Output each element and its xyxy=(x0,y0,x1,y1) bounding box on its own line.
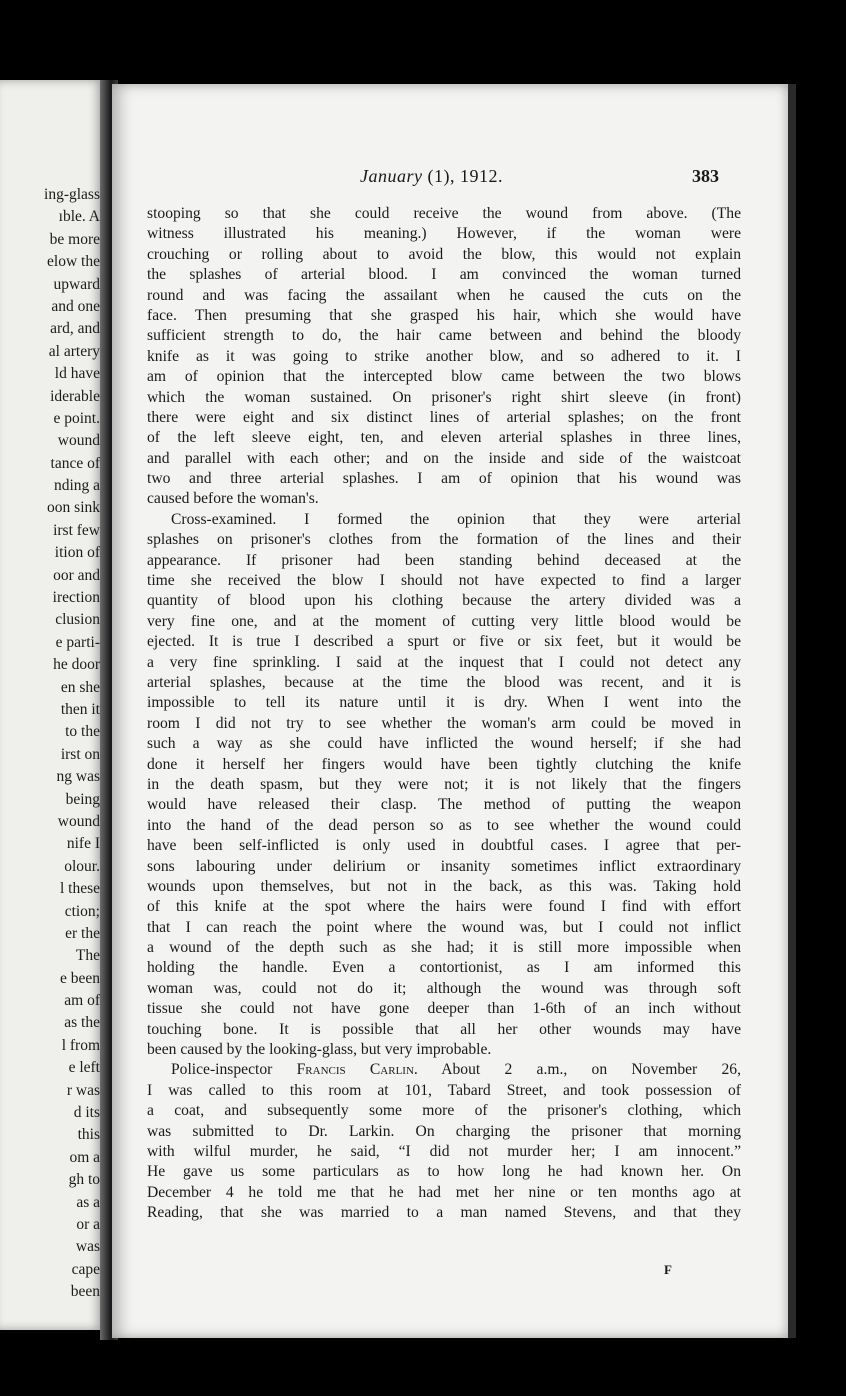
previous-page-line: tance of xyxy=(50,454,100,472)
text-line-content: stooping so that she could receive the wound from above. (The xyxy=(147,205,741,222)
previous-page-line: being xyxy=(65,790,100,808)
text-line xyxy=(147,1203,741,1223)
text-line xyxy=(147,1081,741,1101)
previous-page-line: ng was xyxy=(56,768,100,786)
text-line xyxy=(147,265,741,285)
text-line xyxy=(147,1020,741,1040)
text-line-content: and parallel with each other; and on the inside and side of the waistcoat xyxy=(147,449,741,467)
text-line xyxy=(147,693,741,713)
running-head xyxy=(112,164,788,188)
previous-page-line: ıble. A xyxy=(58,208,100,226)
previous-page-line: as a xyxy=(76,1193,100,1211)
text-line-content: splashes on prisoner's clothes from the formation of the lines and their xyxy=(147,531,741,549)
text-line xyxy=(147,1040,741,1060)
text-line-content: the splashes of arterial blood. I am convinced the woman turned xyxy=(147,266,741,284)
text-line-content: impossible to tell its nature until it is dry. When I went into the xyxy=(147,694,741,712)
book-page xyxy=(112,84,788,1338)
text-line-content: room I did not try to see whether the woman's arm could be moved in xyxy=(147,714,741,732)
text-line-content: ejected. It is true I described a spurt or five or six feet, but it would be xyxy=(147,633,741,651)
text-line-content: round and was facing the assailant when he caused the cuts on the xyxy=(147,286,741,304)
text-line xyxy=(147,775,741,795)
text-line xyxy=(147,224,741,244)
page-edge xyxy=(788,84,796,1338)
previous-page-text xyxy=(0,184,100,1304)
text-line xyxy=(147,245,741,265)
previous-page-line: as the xyxy=(64,1014,100,1032)
text-line xyxy=(147,1122,741,1142)
text-line-content: sons labouring under delirium or insanity sometimes inflict extraordinary xyxy=(147,857,741,875)
text-line-content: He gave us some particulars as to how long he had known her. On xyxy=(147,1163,741,1181)
text-line xyxy=(147,388,741,408)
text-line xyxy=(147,612,741,632)
text-line-content: holding the handle. Even a contortionist, as I am informed this xyxy=(147,959,741,977)
text-line-content: two and three arterial splashes. I am of opinion that his wound was xyxy=(147,470,741,488)
text-line xyxy=(147,979,741,999)
text-line-content: a wound of the depth such as she had; it is still more impossible when xyxy=(147,939,741,957)
previous-page-line: wound xyxy=(57,432,100,450)
text-line-content: arterial splashes, because at the time the blood was recent, and it is xyxy=(147,673,741,691)
text-line-content: face. Then presuming that she grasped his hair, which she would have xyxy=(147,306,741,324)
text-line-content: Cross-examined. I formed the opinion that they were arterial xyxy=(171,510,741,528)
previous-page-line: ing-glass xyxy=(44,186,100,203)
text-line xyxy=(147,326,741,346)
text-line-content: done it herself her fingers would have been tightly clutching the knife xyxy=(147,755,741,773)
text-line-content: a coat, and subsequently some more of the prisoner's clothing, which xyxy=(147,1102,741,1120)
text-line xyxy=(147,1162,741,1182)
header-date-month: January xyxy=(360,166,423,186)
previous-page-line: irection xyxy=(52,589,100,607)
text-line xyxy=(147,489,741,509)
previous-page-line: wound xyxy=(57,812,100,830)
previous-page-line: this xyxy=(77,1126,100,1144)
text-line xyxy=(147,1183,741,1203)
previous-page-line: gh to xyxy=(68,1171,100,1189)
text-line-content: quantity of blood upon his clothing because the artery divided was a xyxy=(147,592,741,610)
text-line xyxy=(147,551,741,571)
text-line-content: . About 2 a.m., on November 26, xyxy=(413,1061,742,1079)
text-line-lead: Police-inspector xyxy=(171,1061,297,1079)
text-line xyxy=(147,1142,741,1162)
previous-page-line: e parti- xyxy=(55,633,100,651)
text-line xyxy=(147,999,741,1019)
previous-page-line: be more xyxy=(49,230,100,248)
previous-page-line: iderable xyxy=(50,387,100,405)
signature-mark: F xyxy=(664,1262,672,1277)
text-line-content: into the hand of the dead person so as to see whether the wound could xyxy=(147,816,741,834)
previous-page-line: e been xyxy=(59,969,100,987)
previous-page-line: was xyxy=(75,1238,100,1256)
text-line-content: in the death spasm, but they were not; it is not likely that the fingers xyxy=(147,775,741,793)
text-line xyxy=(147,571,741,591)
text-line-content: am of opinion that the intercepted blow came between the two blows xyxy=(147,368,741,386)
text-line-content: sufficient strength to do, the hair came between and behind the bloody xyxy=(147,327,741,345)
previous-page-line: ition of xyxy=(54,544,100,562)
text-line xyxy=(147,510,741,530)
text-line xyxy=(147,714,741,734)
previous-page-line: then it xyxy=(60,700,100,718)
text-line xyxy=(147,836,741,856)
previous-page-line: olour. xyxy=(64,857,100,875)
text-line xyxy=(147,469,741,489)
previous-page-line: en she xyxy=(60,678,100,696)
previous-page-line: am of xyxy=(64,992,100,1010)
previous-page-line: ard, and xyxy=(50,320,100,338)
text-line xyxy=(147,673,741,693)
text-line-content: been caused by the looking-glass, but very improbable. xyxy=(147,1041,492,1059)
text-line xyxy=(147,958,741,978)
previous-page-line: oor and xyxy=(53,566,100,584)
text-line-content: crouching or rolling about to avoid the blow, this would not explain xyxy=(147,245,741,263)
previous-page-line: ld have xyxy=(54,365,100,383)
text-line-content: December 4 he told me that he had met her nine or ten months ago at xyxy=(147,1183,741,1201)
text-line xyxy=(147,632,741,652)
previous-page-line: been xyxy=(70,1283,100,1301)
text-line-content: time she received the blow I should not have expected to find a larger xyxy=(147,572,741,590)
text-line-content: such a way as she could have inflicted the wound herself; if she had xyxy=(147,735,741,753)
previous-page-line: elow the xyxy=(47,253,100,271)
text-line xyxy=(147,428,741,448)
previous-page-line: d its xyxy=(73,1104,100,1122)
previous-page-line: om a xyxy=(69,1148,100,1166)
text-line xyxy=(147,530,741,550)
text-line xyxy=(147,1060,741,1080)
previous-page-line: The xyxy=(75,947,100,965)
previous-page-line: l these xyxy=(59,880,100,898)
header-date xyxy=(360,164,503,188)
previous-page-line: nife I xyxy=(66,835,100,853)
text-line-content: very fine one, and at the moment of cutting very little blood would be xyxy=(147,612,741,630)
text-line xyxy=(147,1101,741,1121)
text-line xyxy=(147,755,741,775)
text-line xyxy=(147,897,741,917)
previous-page-line: r was xyxy=(66,1081,100,1099)
previous-page-line: irst on xyxy=(60,745,100,763)
text-line-content: tissue she could not have gone deeper than 1-6th of an inch without xyxy=(147,1000,741,1018)
text-line-content: of the left sleeve eight, ten, and eleven arterial splashes in three lines, xyxy=(147,429,741,447)
text-line-content: Reading, that she was married to a man named Stevens, and that they xyxy=(147,1204,741,1222)
witness-name: Francis Carlin xyxy=(296,1061,414,1079)
text-line xyxy=(147,306,741,326)
text-line xyxy=(147,408,741,428)
previous-page-line: irst few xyxy=(53,521,100,539)
text-line-content: that I can reach the point where the wound was, but I could not inflict xyxy=(147,918,741,936)
text-line xyxy=(147,877,741,897)
text-line-content: woman was, could not do it; although the wound was through soft xyxy=(147,979,741,997)
text-line xyxy=(147,653,741,673)
text-line xyxy=(147,367,741,387)
page-body-text xyxy=(147,204,741,1224)
text-line-content: of this knife at the spot where the hairs were found I find with effort xyxy=(147,898,741,916)
text-line xyxy=(147,734,741,754)
text-line xyxy=(147,591,741,611)
text-line-content: caused before the woman's. xyxy=(147,490,319,508)
text-line-content: was submitted to Dr. Larkin. On charging the prisoner that morning xyxy=(147,1122,741,1140)
text-line xyxy=(147,938,741,958)
page-number: 383 xyxy=(692,166,719,186)
text-line xyxy=(147,347,741,367)
text-line-content: a very fine sprinkling. I said at the inquest that I could not detect any xyxy=(147,653,741,671)
previous-page-line: cape xyxy=(71,1260,100,1278)
previous-page-line: clusion xyxy=(55,611,100,629)
text-line-content: knife as it was going to strike another blow, and so adhered to it. I xyxy=(147,347,741,365)
text-line xyxy=(147,795,741,815)
previous-page-line: nding a xyxy=(53,477,100,495)
previous-page-line: ction; xyxy=(64,902,100,920)
text-line-content: which the woman sustained. On prisoner's right shirt sleeve (in front) xyxy=(147,388,741,406)
text-line-content: would have released their clasp. The method of putting the weapon xyxy=(147,796,741,814)
previous-page-line: to the xyxy=(65,723,100,741)
text-line xyxy=(147,286,741,306)
previous-page-line: upward xyxy=(53,275,100,293)
text-line xyxy=(147,449,741,469)
text-line-content: have been self-inflicted is only used in doubtful cases. I agree that per- xyxy=(147,837,741,855)
text-line-content: witness illustrated his meaning.) However, if the woman were xyxy=(147,225,741,243)
text-line xyxy=(147,816,741,836)
previous-page-line: l from xyxy=(61,1036,100,1054)
text-line-content: touching bone. It is possible that all her other wounds may have xyxy=(147,1020,741,1038)
previous-page-line: or a xyxy=(76,1215,100,1233)
text-line-content: appearance. If prisoner had been standing behind deceased at the xyxy=(147,551,741,569)
text-line xyxy=(147,918,741,938)
previous-page-line: and one xyxy=(51,297,100,315)
text-line-content: with wilful murder, he said, “I did not murder her; I am innocent.” xyxy=(147,1142,741,1160)
previous-page-line: al artery xyxy=(48,342,100,360)
text-line-content: I was called to this room at 101, Tabard Street, and took possession of xyxy=(147,1081,741,1099)
text-line xyxy=(147,204,741,224)
previous-page-line: e left xyxy=(68,1059,100,1077)
header-date-rest: (1), 1912. xyxy=(422,166,503,186)
text-line-content: there were eight and six distinct lines of arterial splashes; on the front xyxy=(147,408,741,426)
previous-page xyxy=(0,80,104,1330)
text-line-content: wounds upon themselves, but not in the back, as this was. Taking hold xyxy=(147,877,741,895)
text-line xyxy=(147,857,741,877)
previous-page-line: er the xyxy=(65,924,100,942)
previous-page-line: e point. xyxy=(53,409,100,427)
previous-page-line: oon sink xyxy=(47,499,100,517)
previous-page-line: he door xyxy=(53,656,100,674)
